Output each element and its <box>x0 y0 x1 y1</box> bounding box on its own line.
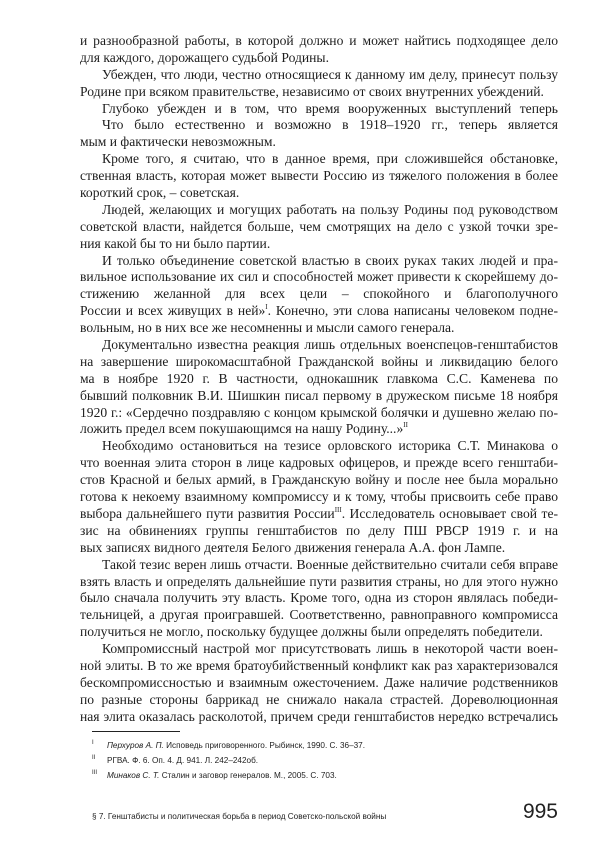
text-line <box>80 506 558 523</box>
text-line: Кроме того, я считаю, что в данное время, при сложившейся обстановке, <box>102 151 558 167</box>
footnote-author: Перхуров А. П. <box>107 741 164 750</box>
footnote-divider <box>92 731 180 732</box>
text-line: и разнообразной работы, в которой должно и может найтись подходящее дело <box>80 33 558 48</box>
text-line: взять власть и определять дальнейшие пути развития страны, но для этого нужно <box>80 573 558 589</box>
footnote-text: Исповедь приговоренного. Рыбинск, 1990. С. 36–37. <box>163 741 366 750</box>
text-line: готова к некоему взаимному компромиссу и к тому, чтобы присвоить себе право <box>80 489 558 505</box>
text-line: было сначала получить эту власть. Кроме того, одна из сторон являлась победи- <box>80 590 558 606</box>
text-line: 1920 г.: «Сердечно поздравляю с концом крымской болячки и душевно желаю по- <box>80 404 558 420</box>
footnotes <box>92 738 365 783</box>
paragraph <box>80 67 558 101</box>
text-line: короткий срок, – советская. <box>80 185 240 201</box>
text-line: Людей, желающих и могущих работать на пользу Родины под руководством <box>102 201 558 217</box>
text-line: ния какой бы то ни было партии. <box>80 235 271 251</box>
text-line: стов Красной и белых армий, в Гражданскую войну и после нее была морально <box>80 472 558 488</box>
footnote-text: РГВА. Ф. 6. Оп. 4. Д. 941. Л. 242–242об. <box>107 756 259 765</box>
footnote-number: III <box>92 770 98 776</box>
text-line: мым и фактически невозможным. <box>80 134 276 150</box>
paragraph <box>80 253 558 337</box>
page-number: 995 <box>522 800 558 823</box>
text-segment: . Исследователь основывает свой те- <box>341 505 558 521</box>
text-line <box>80 303 558 320</box>
text-line: получиться не могло, поскольку будущее должны были определять победители. <box>80 624 543 640</box>
text-line: тельницей, а другая проигравшей. Соответственно, равноправного компромисса <box>80 607 558 623</box>
text-line: на завершение широкомасштабной Гражданской войны и ликвидацию белого <box>80 353 558 369</box>
text-line <box>80 421 558 438</box>
text-line: Такой тезис верен лишь отчасти. Военные действительно считали себя вправе <box>102 556 558 572</box>
text-line: по разные стороны баррикад не снижало накала страстей. Дореволюционная <box>80 691 558 707</box>
body-text <box>80 33 558 726</box>
paragraph <box>80 101 558 118</box>
text-segment: России и всех живущих в ней» <box>80 303 266 319</box>
paragraph <box>80 557 558 641</box>
footnote-number: II <box>92 755 96 761</box>
text-line: Компромиссный настрой мог присутствовать лишь в некоторой части воен- <box>102 641 558 657</box>
text-line: ственная власть, которая может вывести Россию из тяжелого положения в более <box>80 168 558 184</box>
text-line: ная элита оказалась расколотой, причем среди генштабистов нередко встречались <box>80 708 558 724</box>
paragraph <box>80 117 558 151</box>
text-line: ма в ноябре 1920 г. В частности, однокашник главкома С.С. Каменева по <box>80 370 558 386</box>
footnote-marker: I <box>265 303 268 312</box>
text-line: И только объединение советской властью в своих руках таких людей и пра- <box>102 252 558 268</box>
text-line: ной элиты. В то же время братоубийственный конфликт как раз характеризовался <box>80 657 558 673</box>
footnote-marker: II <box>403 421 408 430</box>
text-line: стижению желанной для всех цели – спокойного и благополучного <box>80 286 558 302</box>
paragraph <box>80 202 558 253</box>
footnote <box>92 753 365 768</box>
footnote-author: Минаков С. Т. <box>107 771 160 780</box>
text-segment: . Конечно, эти слова написаны человеком подне- <box>267 303 558 319</box>
text-line: Необходимо остановиться на тезисе орловского историка С.Т. Минакова о <box>102 438 558 454</box>
footnote-text: Сталин и заговор генералов. М., 2005. С. 703. <box>159 771 337 780</box>
text-line: вольным, но в них все же несомненны и мысли самого генерала. <box>80 320 455 336</box>
text-line: Глубоко убежден и в том, что время вооруженных выступлений теперь <box>102 100 558 116</box>
text-line: Родине при всяком правительстве, независимо от своих внутренних убеждений. <box>80 83 544 99</box>
text-line: зис на обвинениях группы генштабистов по делу ПШ РВСР 1919 г. и на <box>80 522 558 538</box>
footnote-number: I <box>92 740 94 746</box>
text-line: для каждого, дорожащего судьбой Родины. <box>80 49 329 65</box>
text-line: что военная элита сторон в лице кадровых офицеров, и прежде всего генштаби- <box>80 455 558 471</box>
paragraph <box>80 438 558 556</box>
paragraph <box>80 337 558 438</box>
footnote <box>92 738 365 753</box>
paragraph <box>80 33 558 67</box>
footnote-marker: III <box>334 505 342 514</box>
text-segment: выбора дальнейшего пути развития России <box>80 505 335 521</box>
text-line: бывший полковник В.И. Шишкин писал первому в дружеском письме 18 ноября <box>80 387 558 403</box>
running-footer: § 7. Генштабисты и политическая борьба в период Советско-польской войны <box>92 812 387 821</box>
text-line: бескомпромиссностью и взаимным ожесточением. Даже наличие родственников <box>80 674 558 690</box>
text-line: советской власти, найдется больше, чем смотрящих на дело с узкой точки зре- <box>80 218 558 234</box>
text-line: Документально известна реакция лишь отдельных военспецов-генштабистов <box>102 337 558 353</box>
text-segment: ложить предел всем покушающимся на нашу Родину...» <box>80 421 404 437</box>
text-line: вильное использование их сил и способностей может привести к скорейшему до- <box>80 269 558 285</box>
footnote <box>92 768 365 783</box>
text-line: Убежден, что люди, честно относящиеся к данному им делу, принесут пользу <box>102 66 558 82</box>
paragraph <box>80 151 558 202</box>
text-line: вых записях видного деятеля Белого движения генерала А.А. фон Лампе. <box>80 539 506 555</box>
paragraph <box>80 641 558 725</box>
text-line: Что было естественно и возможно в 1918–1920 гг., теперь является <box>102 117 558 133</box>
